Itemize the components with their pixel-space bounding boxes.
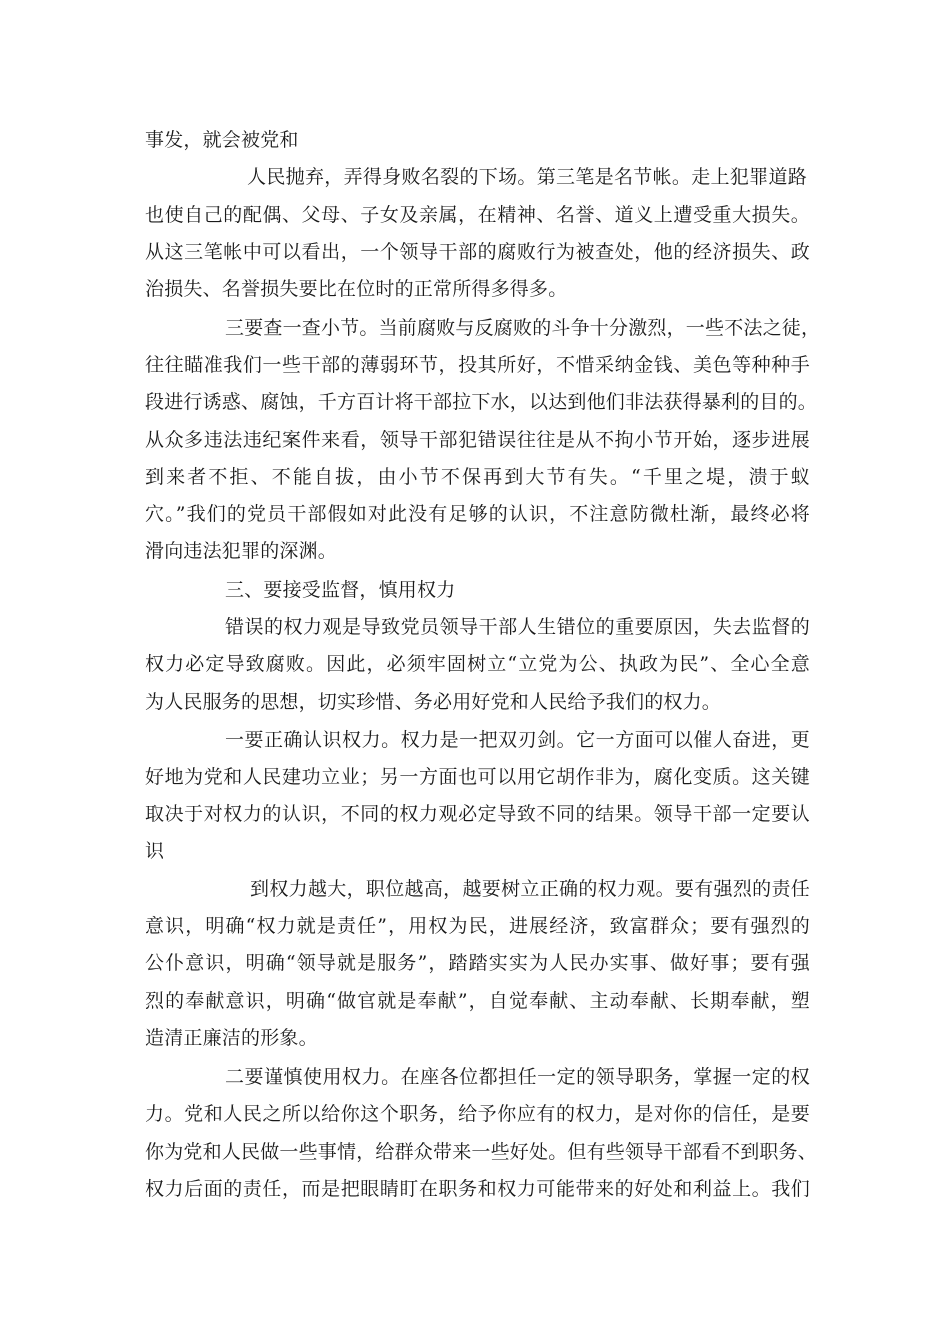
text-line: 错误的权力观是导致党员领导干部人生错位的重要原因，失去监督的 xyxy=(225,616,810,638)
text-line: 从这三笔帐中可以看出，一个领导干部的腐败行为被查处，他的经济损失、政 xyxy=(145,241,810,263)
text-line: 烈的奉献意识，明确“做官就是奉献”，自觉奉献、主动奉献、长期奉献，塑 xyxy=(145,990,810,1012)
text-line: 为人民服务的思想，切实珍惜、务必用好党和人民给予我们的权力。 xyxy=(145,691,722,713)
text-line: 力。党和人民之所以给你这个职务，给予你应有的权力，是对你的信任，是要 xyxy=(145,1103,810,1125)
text-line: 权力必定导致腐败。因此，必须牢固树立“立党为公、执政为民”、全心全意 xyxy=(145,653,810,675)
section-heading: 三、要接受监督，慎用权力 xyxy=(225,579,456,601)
text-line: 治损失、名誉损失要比在位时的正常所得多得多。 xyxy=(145,278,568,300)
text-line: 到来者不拒、不能自拔，由小节不保再到大节有失。“千里之堤，溃于蚁 xyxy=(145,466,810,488)
text-line: 滑向违法犯罪的深渊。 xyxy=(145,540,338,562)
text-line: 穴。”我们的党员干部假如对此没有足够的认识，不注意防微杜渐，最终必将 xyxy=(145,503,810,525)
text-line: 好地为党和人民建功立业；另一方面也可以用它胡作非为，腐化变质。这关键 xyxy=(145,766,810,788)
text-line: 段进行诱惑、腐蚀，千方百计将干部拉下水，以达到他们非法获得暴利的目的。 xyxy=(145,391,818,413)
text-line: 公仆意识，明确“领导就是服务”，踏踏实实为人民办实事、做好事；要有强 xyxy=(145,952,810,974)
text-line: 往往瞄准我们一些干部的薄弱环节，投其所好，不惜采纳金钱、美色等种种手 xyxy=(145,354,810,376)
text-line: 权力后面的责任，而是把眼睛盯在职务和权力可能带来的好处和利益上。我们 xyxy=(145,1178,810,1200)
text-line: 二要谨慎使用权力。在座各位都担任一定的领导职务，掌握一定的权 xyxy=(225,1066,810,1088)
text-line: 人民抛弃，弄得身败名裂的下场。第三笔是名节帐。走上犯罪道路 xyxy=(247,166,807,188)
text-line: 也使自己的配偶、父母、子女及亲属，在精神、名誉、道义上遭受重大损失。 xyxy=(145,204,810,226)
text-line: 到权力越大，职位越高，越要树立正确的权力观。要有强烈的责任 xyxy=(250,878,810,900)
text-line: 意识，明确“权力就是责任”，用权为民，进展经济，致富群众；要有强烈的 xyxy=(145,915,810,937)
text-line: 取决于对权力的认识，不同的权力观必定导致不同的结果。领导干部一定要认 xyxy=(145,803,810,825)
text-line: 造清正廉洁的形象。 xyxy=(145,1027,318,1049)
text-line: 从众多违法违纪案件来看，领导干部犯错误往往是从不拘小节开始，逐步进展 xyxy=(145,429,810,451)
text-line: 你为党和人民做一些事情，给群众带来一些好处。但有些领导干部看不到职务、 xyxy=(145,1141,818,1163)
text-line: 一要正确认识权力。权力是一把双刃剑。它一方面可以催人奋进，更 xyxy=(225,729,810,751)
text-line: 三要查一查小节。当前腐败与反腐败的斗争十分激烈，一些不法之徒， xyxy=(225,317,821,339)
text-line: 识 xyxy=(145,840,165,862)
text-line: 事发，就会被党和 xyxy=(145,129,299,151)
